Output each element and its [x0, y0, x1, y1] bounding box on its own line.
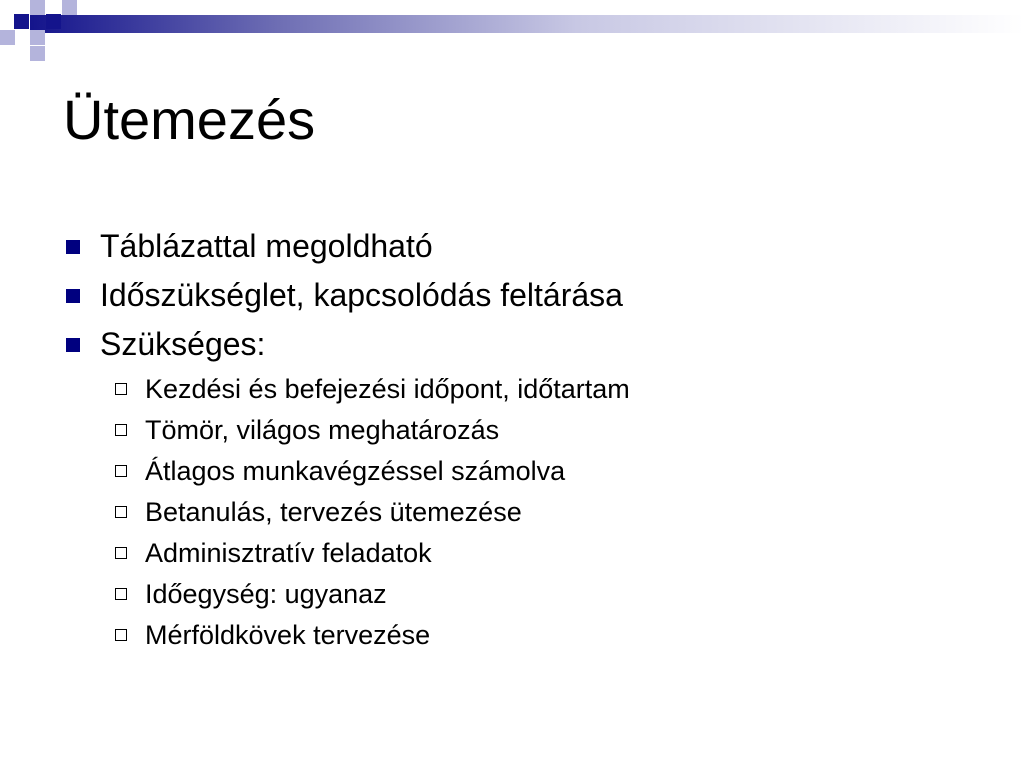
list-item-text: Szükséges:	[100, 326, 266, 362]
list-item-text: Időszükséglet, kapcsolódás feltárása	[100, 277, 623, 313]
hollow-square-bullet-icon	[115, 465, 127, 477]
sub-list-item-text: Mérföldkövek tervezése	[145, 620, 431, 650]
sub-list-item-text: Kezdési és befejezési időpont, időtartam	[145, 374, 630, 404]
hollow-square-bullet-icon	[115, 588, 127, 600]
decor-square	[30, 0, 45, 15]
sub-list-item-text: Átlagos munkavégzéssel számolva	[145, 456, 566, 486]
decor-square	[14, 14, 29, 29]
list-item	[63, 271, 984, 320]
square-bullet-icon	[66, 289, 80, 303]
sub-list-item	[63, 492, 984, 533]
decor-square	[46, 14, 61, 29]
decor-square	[30, 46, 45, 61]
list-item-text: Táblázattal megoldható	[100, 228, 433, 264]
hollow-square-bullet-icon	[115, 506, 127, 518]
hollow-square-bullet-icon	[115, 424, 127, 436]
square-bullet-icon	[66, 338, 80, 352]
sub-list-item	[63, 451, 984, 492]
decor-square	[0, 30, 15, 45]
decor-square	[30, 30, 45, 45]
list-item	[63, 222, 984, 271]
sub-list-item	[63, 369, 984, 410]
square-bullet-icon	[66, 240, 80, 254]
bullet-list	[63, 222, 984, 656]
sub-list-item	[63, 410, 984, 451]
header-gradient-bar	[30, 15, 1024, 33]
list-item	[63, 320, 984, 369]
slide-title: Ütemezés	[63, 88, 316, 151]
sub-list-item	[63, 615, 984, 656]
hollow-square-bullet-icon	[115, 629, 127, 641]
sub-list-item	[63, 533, 984, 574]
decor-square	[62, 0, 77, 15]
sub-list-item-text: Betanulás, tervezés ütemezése	[145, 497, 522, 527]
sub-list-item	[63, 574, 984, 615]
hollow-square-bullet-icon	[115, 547, 127, 559]
sub-list-item-text: Adminisztratív feladatok	[145, 538, 432, 568]
sub-list-item-text: Tömör, világos meghatározás	[145, 415, 500, 445]
hollow-square-bullet-icon	[115, 383, 127, 395]
sub-list-item-text: Időegység: ugyanaz	[145, 579, 387, 609]
